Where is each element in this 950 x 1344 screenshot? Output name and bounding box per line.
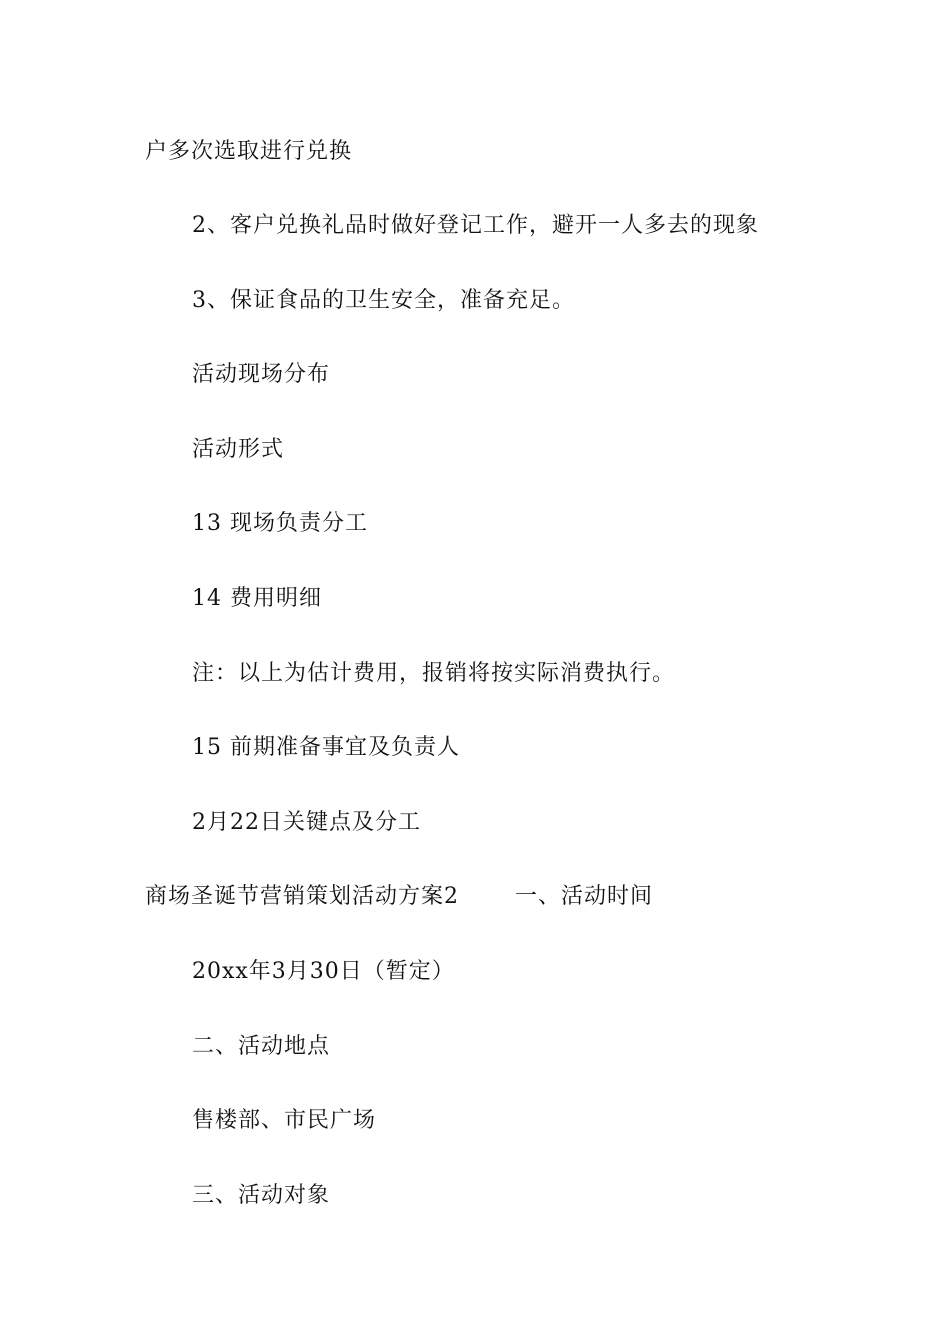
text-line: 活动形式: [192, 437, 285, 462]
section-heading: [145, 882, 653, 912]
text-line: 售楼部、市民广场: [192, 1108, 377, 1133]
text-line: 15 前期准备事宜及负责人: [192, 735, 460, 760]
text-line: 14 费用明细: [192, 586, 322, 611]
text-line: 户多次选取进行兑换: [145, 139, 353, 164]
text-line: 3、保证食品的卫生安全，准备充足。: [192, 288, 575, 313]
text-line: 活动现场分布: [192, 362, 331, 387]
section-title: 一、活动时间: [515, 884, 654, 909]
text-line: 二、活动地点: [192, 1034, 331, 1059]
text-line: 13 现场负责分工: [192, 511, 368, 536]
text-line: 20xx年3月30日（暂定）: [192, 959, 455, 984]
document-title: 商场圣诞节营销策划活动方案2: [145, 884, 459, 909]
text-line: 注：以上为估计费用，报销将按实际消费执行。: [192, 661, 676, 686]
text-line: 2月22日关键点及分工: [192, 810, 421, 835]
text-line: 三、活动对象: [192, 1183, 331, 1208]
text-line: 2、客户兑换礼品时做好登记工作，避开一人多去的现象: [192, 213, 759, 238]
